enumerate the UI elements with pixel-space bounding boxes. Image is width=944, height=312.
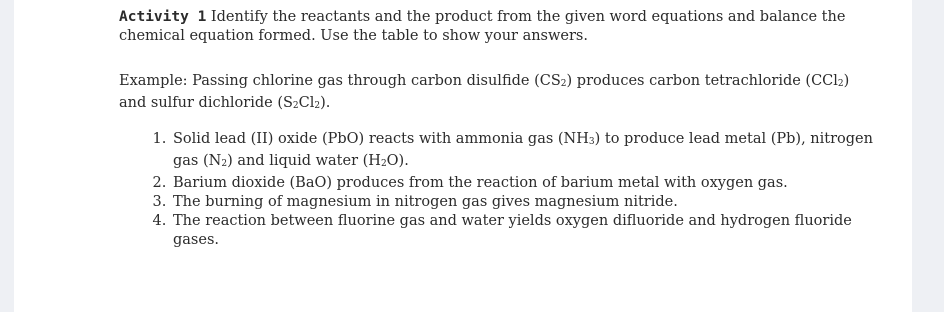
item-1-subscript-1: 3 bbox=[588, 137, 595, 147]
item-2-text: Barium dioxide (BaO) produces from the reaction of barium metal with oxygen gas. bbox=[173, 175, 788, 191]
example-subscript-1: 2 bbox=[560, 79, 567, 89]
example-text-3: ) and sulfur dichloride (S bbox=[119, 73, 850, 111]
example-text-5: ). bbox=[320, 95, 331, 111]
example-text-1: Example: Passing chlorine gas through carbon disulfide (CS bbox=[119, 73, 561, 89]
example-subscript-4: 2 bbox=[314, 101, 321, 111]
list-item bbox=[171, 212, 879, 250]
example-text-2: ) produces carbon tetrachloride (CCl bbox=[566, 73, 838, 89]
list-item bbox=[171, 193, 879, 212]
item-1-text-4: O). bbox=[386, 153, 409, 169]
activity-title: Activity 1 bbox=[119, 9, 207, 25]
item-1-text-1: Solid lead (II) oxide (PbO) reacts with ammonia gas (NH bbox=[173, 131, 589, 147]
activity-document bbox=[119, 8, 879, 250]
left-margin-strip bbox=[0, 0, 14, 312]
example-subscript-3: 2 bbox=[292, 101, 299, 111]
item-1-subscript-3: 2 bbox=[380, 159, 387, 169]
example-text-4: Cl bbox=[298, 95, 315, 111]
item-1-text-2: ) to produce lead metal (Pb), nitrogen gas (N bbox=[173, 131, 873, 169]
example-paragraph bbox=[119, 72, 879, 116]
example-subscript-2: 2 bbox=[837, 79, 844, 89]
list-item bbox=[171, 130, 879, 174]
right-margin-strip bbox=[912, 0, 944, 312]
item-1-text-3: ) and liquid water (H bbox=[227, 153, 381, 169]
item-1-subscript-2: 2 bbox=[221, 159, 228, 169]
instructions-paragraph bbox=[119, 8, 879, 46]
question-list bbox=[119, 130, 879, 250]
list-item bbox=[171, 174, 879, 193]
item-3-text: The burning of magnesium in nitrogen gas gives magnesium nitride. bbox=[173, 194, 678, 210]
item-4-text: The reaction between fluorine gas and water yields oxygen difluoride and hydrogen fluoride gases. bbox=[173, 213, 852, 248]
instructions-text: Identify the reactants and the product from the given word equations and balance the chemical equation formed. Use the table to show your answers. bbox=[119, 9, 846, 44]
